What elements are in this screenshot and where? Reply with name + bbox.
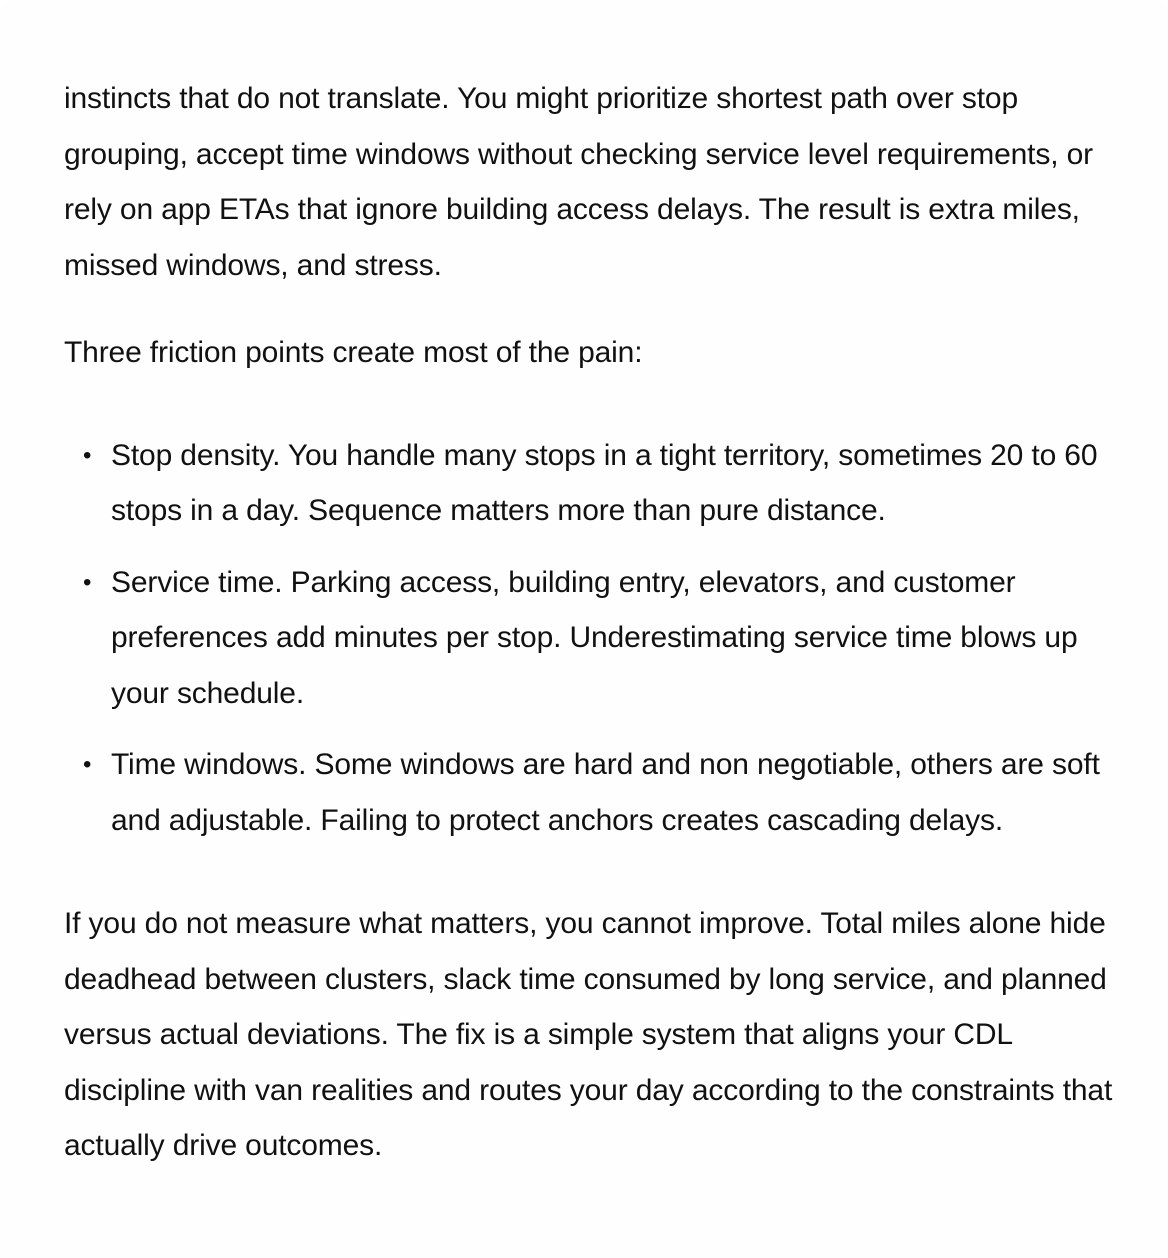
bullet-icon: • bbox=[83, 751, 92, 778]
article-body bbox=[64, 71, 1124, 1174]
list-item-text: Time windows. Some windows are hard and non negotiable, others are soft and adjustable. Failing to protect anchors creates cascading delays. bbox=[111, 748, 1100, 837]
list-item-text: Service time. Parking access, building entry, elevators, and customer preferences add minutes per stop. Underestimating service time blows up your schedule. bbox=[111, 565, 1078, 710]
paragraph-measure: If you do not measure what matters, you cannot improve. Total miles alone hide deadhead between clusters, slack time consumed by long service, and planned versus actual deviations. The fix is a simple system that aligns your CDL discipline with van realities and routes your day according to the constraints that actually drive outcomes. bbox=[64, 907, 1113, 1162]
friction-points-list bbox=[64, 428, 1124, 849]
paragraph-instincts: instincts that do not translate. You might prioritize shortest path over stop grouping, accept time windows without checking service level requirements, or rely on app ETAs that ignore building access delays. The result is extra miles, missed windows, and stress. bbox=[64, 82, 1093, 282]
bullet-icon: • bbox=[83, 568, 92, 596]
list-item-stop-density bbox=[64, 428, 1124, 539]
bullet-icon: • bbox=[83, 441, 92, 469]
paragraph-friction-intro: Three friction points create most of the pain: bbox=[64, 336, 643, 369]
list-item-text: Stop density. You handle many stops in a tight territory, sometimes 20 to 60 stops in a day. Sequence matters more than pure distance. bbox=[111, 438, 1098, 527]
list-item-time-windows bbox=[64, 737, 1124, 848]
list-item-service-time bbox=[64, 555, 1124, 722]
